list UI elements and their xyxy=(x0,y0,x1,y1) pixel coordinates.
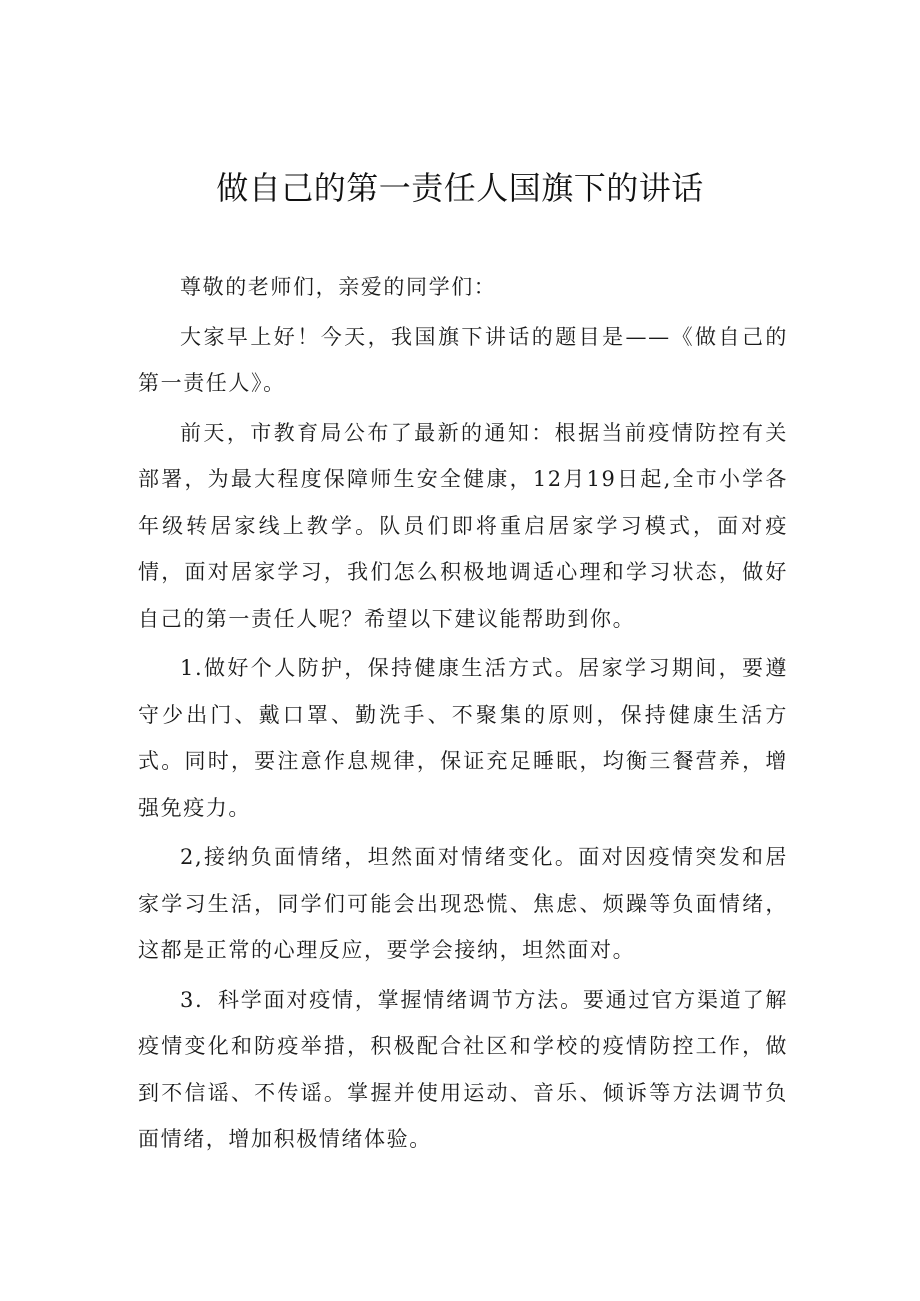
suggestion-1-paragraph: 1.做好个人防护，保持健康生活方式。居家学习期间，要遵守少出门、戴口罩、勤洗手、不聚集的原则，保持健康生活方式。同时，要注意作息规律，保证充足睡眠，均衡三餐营养，增强免疫力。 xyxy=(138,656,788,820)
document-body xyxy=(138,264,788,1166)
salutation-paragraph: 尊敬的老师们，亲爱的同学们： xyxy=(180,275,497,299)
suggestion-2-paragraph: 2,接纳负面情绪，坦然面对情绪变化。面对因疫情突发和居家学习生活，同学们可能会出现恐慌、焦虑、烦躁等负面情绪，这都是正常的心理反应，要学会接纳，坦然面对。 xyxy=(138,845,788,962)
suggestion-3-paragraph: 3．科学面对疫情，掌握情绪调节方法。要通过官方渠道了解疫情变化和防疫举措，积极配合社区和学校的疫情防控工作，做到不信谣、不传谣。掌握并使用运动、音乐、倾诉等方法调节负面情绪，增加积极情绪体验。 xyxy=(138,987,788,1151)
greeting-paragraph: 大家早上好！今天，我国旗下讲话的题目是——《做自己的第一责任人》。 xyxy=(138,324,788,395)
notice-paragraph: 前天，市教育局公布了最新的通知：根据当前疫情防控有关部署，为最大程度保障师生安全健康，12月19日起,全市小学各年级转居家线上教学。队员们即将重启居家学习模式，面对疫情，面对居家学习，我们怎么积极地调适心理和学习状态，做好自己的第一责任人呢？希望以下建议能帮助到你。 xyxy=(138,420,788,631)
document-title: 做自己的第一责任人国旗下的讲话 xyxy=(216,169,704,207)
